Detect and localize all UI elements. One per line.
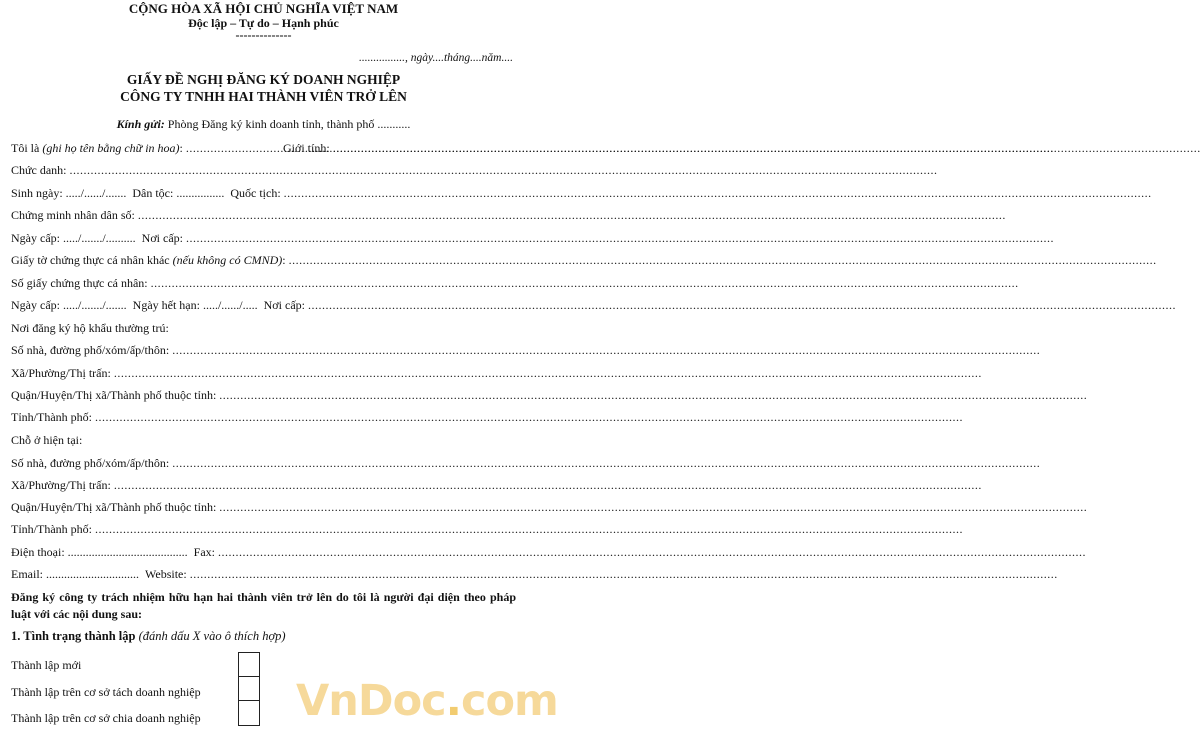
gender-field[interactable] bbox=[333, 141, 516, 156]
position-label: Chức danh: bbox=[11, 163, 67, 177]
website-label: Website: bbox=[145, 567, 187, 581]
cert-expiry-field[interactable]: Ngày hết hạn: ...../....../..... bbox=[132, 298, 258, 312]
issue-place-label: Nơi cấp: bbox=[141, 231, 183, 245]
ethnicity-field[interactable]: Dân tộc: ................ bbox=[132, 186, 225, 200]
checkbox-split[interactable] bbox=[238, 676, 260, 701]
name-field[interactable] bbox=[186, 141, 283, 156]
field-row-street-1: Số nhà, đường phố/xóm/ấp/thôn: ..... bbox=[11, 343, 516, 358]
cert-issue-date-field[interactable]: Ngày cấp: ...../......./....... bbox=[11, 298, 127, 312]
recipient-line bbox=[0, 117, 527, 132]
current-address-heading: Chỗ ở hiện tại: bbox=[11, 433, 83, 447]
option-label-new: Thành lập mới bbox=[11, 658, 82, 672]
name-label: Tôi là (ghi họ tên bằng chữ in hoa): bbox=[11, 141, 183, 155]
section-1-title: 1. Tình trạng thành lập (đánh dấu X vào ô thích hợp) bbox=[11, 629, 286, 643]
field-row-id bbox=[11, 208, 516, 223]
field-row-district-1: Quận/Huyện/Thị xã/Thành phố thuộc tỉnh: ..... bbox=[11, 388, 516, 403]
birth-date-field[interactable]: Sinh ngày: ...../....../....... bbox=[11, 186, 127, 200]
checkbox-division[interactable] bbox=[238, 700, 260, 726]
other-id-label: Giấy tờ chứng thực cá nhân khác (nếu không có CMND): bbox=[11, 253, 286, 267]
country-name: CỘNG HÒA XÃ HỘI CHỦ NGHĨA VIỆT NAM bbox=[128, 1, 399, 16]
recipient-text: Phòng Đăng ký kinh doanh tỉnh, thành phố ........... bbox=[164, 117, 411, 131]
field-row-district-2: Quận/Huyện/Thị xã/Thành phố thuộc tỉnh: ..... bbox=[11, 500, 516, 515]
field-row-phone bbox=[11, 545, 516, 560]
field-row-title bbox=[11, 163, 516, 178]
form-subtitle: CÔNG TY TNHH HAI THÀNH VIÊN TRỞ LÊN bbox=[120, 89, 407, 104]
other-id-field[interactable] bbox=[289, 253, 516, 268]
phone-field[interactable]: Điện thoại: ........................................ bbox=[11, 545, 188, 559]
declaration-text: Đăng ký công ty trách nhiệm hữu hạn hai thành viên trở lên do tôi là người đại diện theo pháp luật với các nội dung sau: bbox=[11, 590, 516, 621]
header-separator: -------------- bbox=[235, 28, 292, 42]
cert-place-field[interactable] bbox=[308, 298, 516, 313]
issue-date-field[interactable]: Ngày cấp: ...../......./.......... bbox=[11, 231, 136, 245]
field-row-cert-dates bbox=[11, 298, 516, 313]
permanent-address-heading: Nơi đăng ký hộ khẩu thường trú: bbox=[11, 321, 169, 335]
field-row-birth bbox=[11, 186, 516, 201]
ward-field-current[interactable] bbox=[114, 478, 516, 493]
fax-label: Fax: bbox=[193, 545, 215, 559]
section-1-note: (đánh dấu X vào ô thích hợp) bbox=[138, 629, 286, 643]
dateline: ................, ngày....tháng....năm.... bbox=[359, 52, 513, 64]
ward-field-permanent[interactable] bbox=[114, 366, 516, 381]
website-field[interactable] bbox=[190, 567, 516, 582]
id-number-label: Chứng minh nhân dân số: bbox=[11, 208, 135, 222]
province-field-permanent[interactable] bbox=[95, 410, 516, 425]
field-row-issue bbox=[11, 231, 516, 246]
field-row-cert-number bbox=[11, 276, 516, 291]
nationality-field[interactable] bbox=[284, 186, 516, 201]
option-label-division: Thành lập trên cơ sở chia doanh nghiệp bbox=[11, 711, 201, 725]
fax-field[interactable] bbox=[218, 545, 516, 560]
option-label-split: Thành lập trên cơ sở tách doanh nghiệp bbox=[11, 685, 201, 699]
cert-place-label: Nơi cấp: bbox=[263, 298, 305, 312]
field-row-ward-1: Xã/Phường/Thị trấn: ..... bbox=[11, 366, 516, 381]
cert-number-label: Số giấy chứng thực cá nhân: bbox=[11, 276, 148, 290]
gender-label: Giới tính: bbox=[283, 141, 330, 155]
field-row-ward-2: Xã/Phường/Thị trấn: ..... bbox=[11, 478, 516, 493]
field-row-email bbox=[11, 567, 516, 582]
document-page bbox=[0, 0, 558, 738]
id-number-field[interactable] bbox=[138, 208, 516, 223]
province-field-current[interactable] bbox=[95, 522, 516, 537]
national-motto: Độc lập – Tự do – Hạnh phúc bbox=[188, 16, 339, 30]
field-row-other-id bbox=[11, 253, 516, 268]
form-title: GIẤY ĐỀ NGHỊ ĐĂNG KÝ DOANH NGHIỆP bbox=[126, 72, 401, 87]
cert-number-field[interactable] bbox=[151, 276, 516, 291]
district-field-current[interactable] bbox=[219, 500, 516, 515]
street-field-current[interactable] bbox=[172, 456, 516, 471]
field-row-province-2: Tỉnh/Thành phố: ..... bbox=[11, 522, 516, 537]
district-field-permanent[interactable] bbox=[219, 388, 516, 403]
street-field-permanent[interactable] bbox=[172, 343, 516, 358]
recipient-label: Kính gửi: bbox=[116, 117, 165, 131]
issue-place-field[interactable] bbox=[186, 231, 516, 246]
email-field[interactable]: Email: ............................... bbox=[11, 567, 139, 581]
watermark-logo: VnDoc.com bbox=[296, 676, 558, 726]
position-field[interactable] bbox=[70, 163, 517, 178]
checkbox-new[interactable] bbox=[238, 652, 260, 677]
field-row-street-2: Số nhà, đường phố/xóm/ấp/thôn: ..... bbox=[11, 456, 516, 471]
nationality-label: Quốc tịch: bbox=[230, 186, 281, 200]
field-row-province-1: Tỉnh/Thành phố: ..... bbox=[11, 410, 516, 425]
field-row-name bbox=[11, 141, 516, 156]
